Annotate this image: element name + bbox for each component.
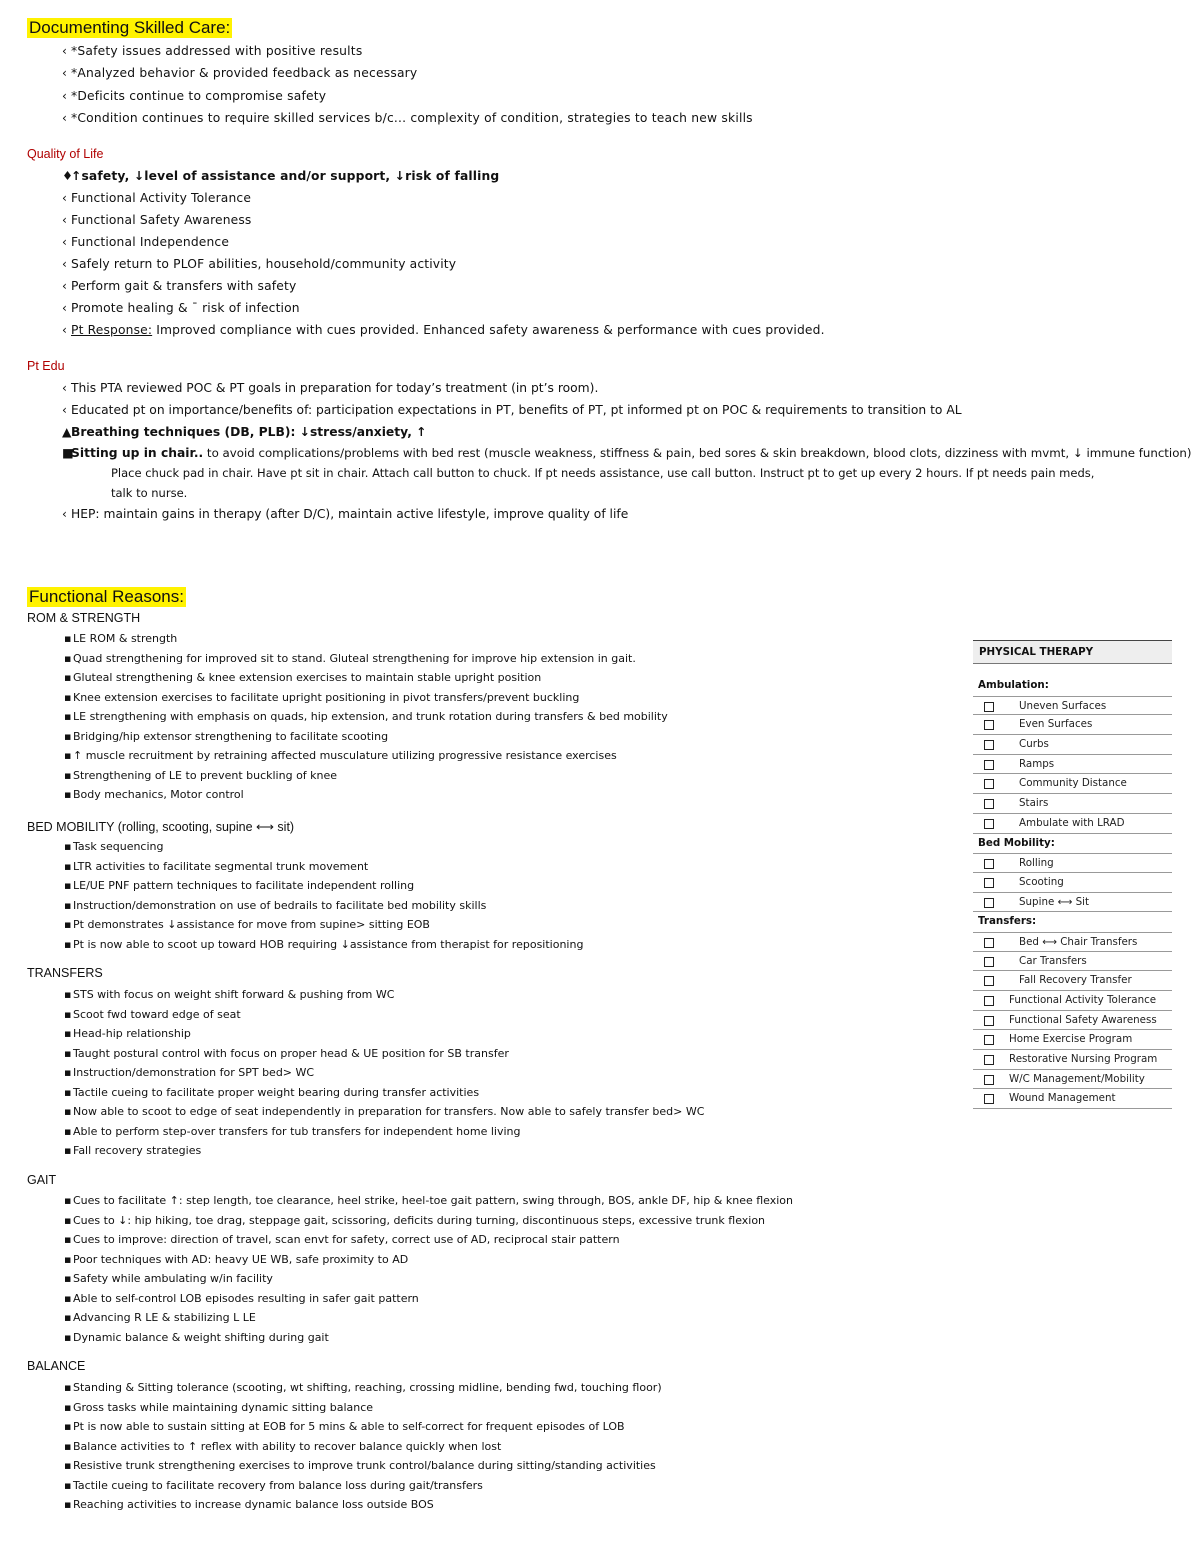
list-item: ▪ Pt is now able to sustain sitting at EOB for 5 mins & able to self-correct for frequent episodes of LOB [64,1420,625,1433]
gait-heading: GAIT [27,1173,57,1187]
checkbox[interactable] [984,957,994,967]
list-item: ‹ Functional Independence [62,235,230,249]
list-item: ▪ LE strengthening with emphasis on quads, hip extension, and trunk rotation during transfers & bed mobility [64,710,668,723]
list-item: ▪ Gross tasks while maintaining dynamic sitting balance [64,1400,374,1414]
checkbox[interactable] [984,799,994,809]
list-item: ▪ Task sequencing [64,840,164,853]
list-item: ▪ LE/UE PNF pattern techniques to facilitate independent rolling [64,879,415,892]
sitting-instructions: Place chuck pad in chair. Have pt sit in chair. Attach call button to chuck. If pt needs assistance, use call button. Instruct pt to get up every 2 hours. If pt needs pain meds, talk to nurse. [111,466,1095,500]
list-item: ▪ Able to perform step-over transfers for tub transfers for independent home living [64,1124,521,1138]
list-item: ▪ Bridging/hip extensor strengthening to facilitate scooting [64,729,389,743]
list-item: ▪ Cues to improve: direction of travel, scan envt for safety, correct use of AD, reciprocal stair pattern [64,1233,620,1246]
checklist-row[interactable]: Wound Management [973,1089,1172,1109]
list-item: ■Sitting up in chair.. to avoid complications/problems with bed rest (muscle weakness, stiffness & pain, bed sores & skin breakdown, blood clots, dizziness with mvmt, ↓ immune function) Place chuck pad in chair. Have pt sit in chair. Attach call button to chuck. If pt needs assistance, use call button. Instruct pt to get up every 2 hours. If pt needs pain meds, talk to nurse. [62,443,1192,503]
list-item: ▪ Tactile cueing to facilitate recovery from balance loss during gait/transfers [64,1478,483,1492]
checkbox[interactable] [984,878,994,888]
list-item: ▪ LE ROM & strength [64,632,178,645]
checkbox[interactable] [984,740,994,750]
checklist-row[interactable]: Fall Recovery Transfer [973,971,1172,991]
checklist-row[interactable]: Supine ⟷ Sit [973,893,1172,913]
list-item: ▪ Taught postural control with focus on proper head & UE position for SB transfer [64,1046,509,1060]
list-item: ▪ Tactile cueing to facilitate proper weight bearing during transfer activities [64,1085,480,1099]
checkbox[interactable] [984,1075,994,1085]
list-item: ▪ Pt demonstrates ↓assistance for move from supine> sitting EOB [64,918,430,931]
rom-strength-list [64,629,668,805]
list-item: ‹ *Condition continues to require skilled services b/c... complexity of condition, strategies to teach new skills [62,110,753,125]
checklist-row[interactable]: Curbs [973,735,1172,755]
balance-heading: BALANCE [27,1359,86,1373]
checkbox[interactable] [984,720,994,730]
checklist-row[interactable]: Uneven Surfaces [973,696,1172,716]
list-item: ‹ *Safety issues addressed with positive results [62,44,363,58]
checklist-row[interactable]: Home Exercise Program [973,1030,1172,1050]
pt-response-label: Pt Response: [71,323,153,337]
list-item: ▪ Scoot fwd toward edge of seat [64,1007,241,1021]
checklist-row[interactable]: Scooting [973,873,1172,893]
list-item: ▪ Able to self-control LOB episodes resulting in safer gait pattern [64,1291,419,1305]
list-item: ‹ Promote healing & ¯ risk of infection [62,301,300,315]
functional-reasons-heading: Functional Reasons: [29,587,184,606]
list-item: ▪ Fall recovery strategies [64,1144,202,1157]
transfers-heading: TRANSFERS [27,966,103,980]
list-item: ‹ This PTA reviewed POC & PT goals in preparation for today’s treatment (in pt’s room). [62,381,599,395]
list-item: ▪ Reaching activities to increase dynamic balance loss outside BOS [64,1498,434,1511]
checkbox[interactable] [984,1055,994,1065]
list-item: ▪ Quad strengthening for improved sit to stand. Gluteal strengthening for improve hip extension in gait. [64,651,636,665]
list-item: ▪ Body mechanics, Motor control [64,788,244,801]
transfers-list [64,985,704,1161]
list-item: ▪ Instruction/demonstration on use of bedrails to facilitate bed mobility skills [64,898,487,912]
checkbox[interactable] [984,938,994,948]
list-item: ‹ Pt Response: Improved compliance with cues provided. Enhanced safety awareness & performance with cues provided. [62,323,825,337]
list-item: ▪ Knee extension exercises to facilitate upright positioning in pivot transfers/prevent buckling [64,690,580,704]
list-item: ▪ Instruction/demonstration for SPT bed> WC [64,1066,315,1079]
checklist-row[interactable]: Functional Safety Awareness [973,1011,1172,1031]
checklist-row[interactable]: Functional Activity Tolerance [973,991,1172,1011]
list-item: ▪ Cues to facilitate ↑: step length, toe clearance, heel strike, heel-toe gait pattern, swing through, BOS, ankle DF, hip & knee flexion [64,1194,793,1207]
list-item: ▪ Now able to scoot to edge of seat independently in preparation for transfers. Now able to safely transfer bed> WC [64,1105,705,1118]
bed-mobility-heading: BED MOBILITY (rolling, scooting, supine ⟷ sit) [27,820,295,834]
list-item: ‹ Safely return to PLOF abilities, household/community activity [62,257,457,271]
checklist-row[interactable]: Ambulate with LRAD [973,814,1172,834]
list-item: ▪ STS with focus on weight shift forward & pushing from WC [64,988,395,1001]
list-item: ♦↑safety, ↓level of assistance and/or support, ↓risk of falling [62,169,500,183]
list-item: ▪ Safety while ambulating w/in facility [64,1272,273,1285]
checkbox[interactable] [984,898,994,908]
list-item: ▪ Gluteal strengthening & knee extension exercises to maintain stable upright position [64,671,542,684]
list-item: ‹ *Analyzed behavior & provided feedback as necessary [62,66,418,81]
checkbox[interactable] [984,819,994,829]
checklist-row[interactable]: W/C Management/Mobility [973,1070,1172,1090]
list-item: ‹ *Deficits continue to compromise safety [62,88,327,103]
skilled-care-heading: Documenting Skilled Care: [29,18,231,37]
list-item: ‹ Functional Safety Awareness [62,213,252,227]
list-item: ▪ Advancing R LE & stabilizing L LE [64,1311,256,1324]
list-item: ▪ Standing & Sitting tolerance (scooting, wt shifting, reaching, crossing midline, bending fwd, touching floor) [64,1381,662,1394]
list-item: ▪ Head-hip relationship [64,1027,191,1040]
list-item: ▪ ↑ muscle recruitment by retraining affected musculature utilizing progressive resistance exercises [64,749,617,762]
ambulation-section-title: Ambulation: [978,679,1049,691]
bed-mobility-list [64,837,583,954]
gait-list [64,1191,793,1347]
transfers-section-title: Transfers: [978,915,1037,928]
checkbox[interactable] [984,702,994,712]
list-item: ‹ Functional Activity Tolerance [62,191,252,205]
list-item: ▪ Resistive trunk strengthening exercises to improve trunk control/balance during sitting/standing activities [64,1459,656,1472]
list-item: ▪ LTR activities to facilitate segmental trunk movement [64,859,369,873]
checklist-title: PHYSICAL THERAPY [973,641,1172,664]
rom-strength-heading: ROM & STRENGTH [27,611,141,625]
checkbox[interactable] [984,779,994,789]
checklist-row[interactable]: Ramps [973,755,1172,775]
checkbox[interactable] [984,1035,994,1045]
list-item: ‹ HEP: maintain gains in therapy (after D/C), maintain active lifestyle, improve quality of life [62,507,629,521]
checklist-row[interactable]: Community Distance [973,774,1172,794]
checkbox[interactable] [984,976,994,986]
checklist-row[interactable]: Car Transfers [973,952,1172,972]
checkbox[interactable] [984,1094,994,1104]
list-item: ▲Breathing techniques (DB, PLB): ↓stress/anxiety, ↑ [62,425,427,439]
checkbox[interactable] [984,1016,994,1026]
list-item: ‹ Perform gait & transfers with safety [62,279,297,293]
balance-list [64,1378,662,1515]
checklist-row[interactable]: Even Surfaces [973,715,1172,735]
list-item: ▪ Cues to ↓: hip hiking, toe drag, steppage gait, scissoring, deficits during turning, discontinuous steps, excessive trunk flexion [64,1213,766,1227]
physical-therapy-checklist [973,640,1172,1109]
list-item: ▪ Balance activities to ↑ reflex with ability to recover balance quickly when lost [64,1439,502,1453]
checklist-row[interactable]: Restorative Nursing Program [973,1050,1172,1070]
checkbox[interactable] [984,996,994,1006]
skilled-care-list [62,40,753,129]
quality-of-life-heading: Quality of Life [27,147,104,161]
checkbox[interactable] [984,760,994,770]
checklist-row[interactable]: Rolling [973,853,1172,873]
list-item: ‹ Educated pt on importance/benefits of: participation expectations in PT, benefits of PT, pt informed pt on POC & requirements to transition to AL [62,403,962,417]
list-item: ▪ Poor techniques with AD: heavy UE WB, safe proximity to AD [64,1252,409,1266]
list-item: ▪ Strengthening of LE to prevent buckling of knee [64,768,338,782]
checkbox[interactable] [984,859,994,869]
list-item: ▪ Pt is now able to scoot up toward HOB requiring ↓assistance from therapist for repositioning [64,937,584,951]
pt-edu-list [62,377,1192,525]
checklist-row[interactable]: Bed ⟷ Chair Transfers [973,932,1172,952]
quality-of-life-list [62,165,825,341]
checklist-row[interactable]: Stairs [973,794,1172,814]
bed-mobility-section-title: Bed Mobility: [978,836,1055,849]
list-item: ▪ Dynamic balance & weight shifting during gait [64,1330,329,1344]
pt-edu-heading: Pt Edu [27,359,65,373]
